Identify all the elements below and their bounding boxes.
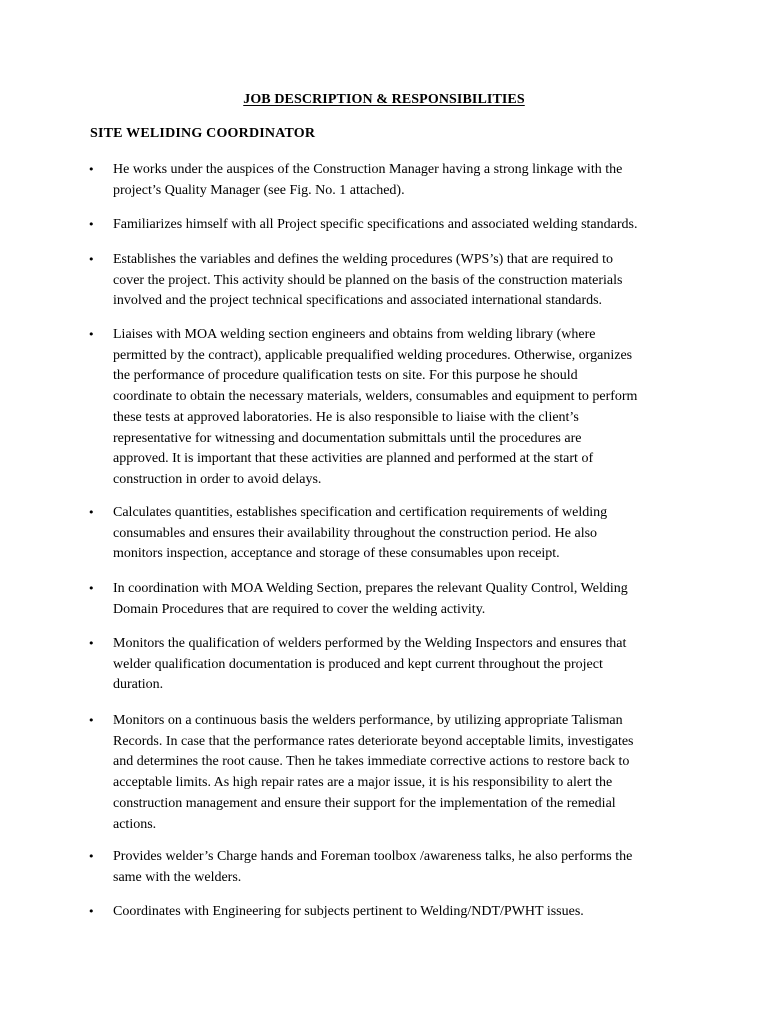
bullet-icon: • xyxy=(88,637,95,650)
bullet-icon: • xyxy=(88,714,95,727)
text-line: In coordination with MOA Welding Section, prepares the relevant Quality Control, Welding xyxy=(113,581,628,596)
bullet-icon: • xyxy=(88,850,95,863)
list-item xyxy=(0,847,768,888)
text-line: He works under the auspices of the Construction Manager having a strong linkage with the xyxy=(113,162,623,177)
bullet-icon: • xyxy=(88,163,95,176)
list-item xyxy=(0,325,768,491)
document-title: JOB DESCRIPTION & RESPONSIBILITIES xyxy=(243,92,525,107)
list-item xyxy=(0,579,768,620)
bullet-icon: • xyxy=(88,582,95,595)
text-line: representative for witnessing and documentation submittals until the procedures are xyxy=(113,430,582,446)
list-item-text xyxy=(113,634,683,696)
text-line: consumables and ensures their availability throughout the construction period. He also xyxy=(113,525,598,541)
list-item-text xyxy=(113,215,683,236)
text-line: the performance of procedure qualification tests on site. For this purpose he should xyxy=(113,368,578,384)
text-line: Records. In case that the performance rates deteriorate beyond acceptable limits, investigates xyxy=(113,733,634,749)
text-line: same with the welders. xyxy=(113,869,242,885)
list-item-text xyxy=(113,579,683,620)
text-line: Calculates quantities, establishes specification and certification requirements of welding xyxy=(113,505,608,520)
bullet-icon: • xyxy=(88,253,95,266)
list-item xyxy=(0,902,768,923)
text-line: Coordinates with Engineering for subjects pertinent to Welding/NDT/PWHT issues. xyxy=(113,904,584,919)
bullet-icon: • xyxy=(88,328,95,341)
text-line: Domain Procedures that are required to cover the welding activity. xyxy=(113,601,486,617)
text-line: duration. xyxy=(113,677,164,693)
document-subtitle: SITE WELIDING COORDINATOR xyxy=(90,126,316,141)
text-line: Establishes the variables and defines the welding procedures (WPS’s) that are required to xyxy=(113,252,613,267)
list-item-text xyxy=(113,503,683,565)
list-item-text xyxy=(113,250,683,312)
list-item xyxy=(0,215,768,236)
text-line: construction management and ensure their support for the implementation of the remedial xyxy=(113,795,616,811)
text-line: Monitors the qualification of welders performed by the Welding Inspectors and ensures that xyxy=(113,636,627,651)
text-line: Monitors on a continuous basis the welders performance, by utilizing appropriate Talisman xyxy=(113,713,623,728)
list-item-text xyxy=(113,902,683,923)
text-line: cover the project. This activity should be planned on the basis of the construction materials xyxy=(113,272,623,288)
text-line: welder qualification documentation is produced and kept current throughout the project xyxy=(113,656,603,672)
list-item-text xyxy=(113,160,683,201)
text-line: Liaises with MOA welding section engineers and obtains from welding library (where xyxy=(113,327,596,342)
text-line: construction in order to avoid delays. xyxy=(113,471,322,487)
text-line: project’s Quality Manager (see Fig. No. 1 attached). xyxy=(113,182,405,198)
list-item-text xyxy=(113,711,683,835)
text-line: these tests at approved laboratories. He is also responsible to liaise with the client’s xyxy=(113,409,579,425)
text-line: approved. It is important that these activities are planned and performed at the start of xyxy=(113,451,594,467)
list-item xyxy=(0,503,768,565)
list-item xyxy=(0,711,768,835)
text-line: involved and the project technical specifications and associated international standards. xyxy=(113,293,603,309)
list-item xyxy=(0,160,768,201)
list-item-text xyxy=(113,847,683,888)
text-line: Provides welder’s Charge hands and Foreman toolbox /awareness talks, he also performs the xyxy=(113,849,633,864)
bullet-icon: • xyxy=(88,506,95,519)
text-line: and determines the root cause. Then he takes immediate corrective actions to restore back to xyxy=(113,754,630,770)
text-line: permitted by the contract), applicable prequalified welding procedures. Otherwise, organizes xyxy=(113,347,633,363)
text-line: acceptable limits. As high repair rates are a major issue, it is his responsibility to alert the xyxy=(113,775,613,791)
text-line: Familiarizes himself with all Project specific specifications and associated welding standards. xyxy=(113,217,638,232)
text-line: monitors inspection, acceptance and storage of these consumables upon receipt. xyxy=(113,546,560,562)
bullet-icon: • xyxy=(88,905,95,918)
text-line: coordinate to obtain the necessary materials, welders, consumables and equipment to perform xyxy=(113,389,638,405)
bullet-icon: • xyxy=(88,218,95,231)
list-item xyxy=(0,634,768,696)
text-line: actions. xyxy=(113,816,157,832)
list-item xyxy=(0,250,768,312)
list-item-text xyxy=(113,325,683,491)
